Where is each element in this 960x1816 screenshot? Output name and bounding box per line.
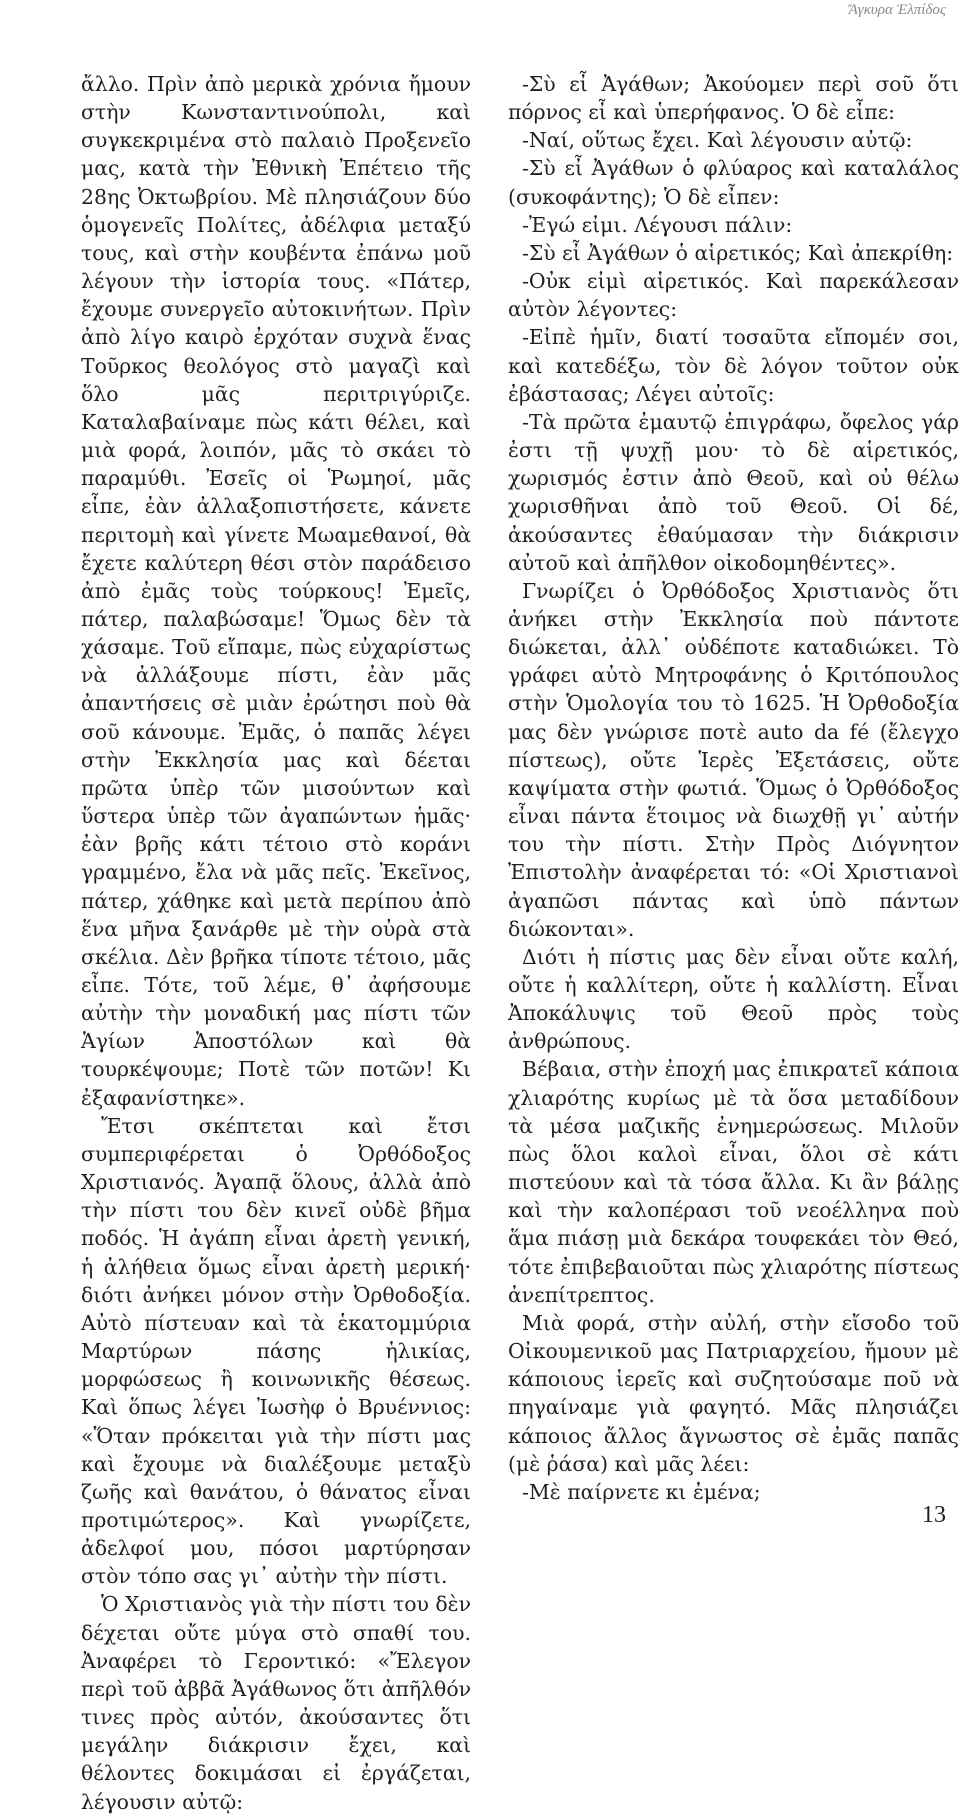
paragraph: Διότι ἡ πίστις μας δὲν εἶναι οὔτε καλή, οὔτε ἡ καλλίτερη, οὔτε ἡ καλλίστη. Εἶναι Ἀποκάλυψις τοῦ Θεοῦ πρὸς τοὺς ἀνθρώπους. [508,944,959,1054]
paragraph: -Ἐγώ εἰμι. Λέγουσι πάλιν: [522,212,793,237]
paragraph: -Σὺ εἶ Ἀγάθων; Ἀκούομεν περὶ σοῦ ὅτι πόρνος εἶ καὶ ὑπερήφανος. Ὁ δὲ εἶπε: [508,72,959,125]
right-column [508,70,959,1506]
paragraph: Ὁ Χριστιανὸς γιὰ τὴν πίστι του δὲν δέχεται οὔτε μύγα στὸ σπαθί του. Ἀναφέρει τὸ Γεροντικό: «Ἔλεγον περὶ τοῦ ἀββᾶ Ἀγάθωνος ὅτι ἀπῆλθόν τινες πρὸς αὐτόν, ἀκούσαντες ὅτι μεγάλην διάκρισιν ἔχει, καὶ θέλοντες δοκιμάσαι εἰ ἐργάζεται, λέγουσιν αὐτῷ: [81,1592,471,1814]
page-number: 13 [922,1502,946,1528]
paragraph: -Σὺ εἶ Ἀγάθων ὁ φλύαρος καὶ καταλάλος (συκοφάντης); Ὁ δὲ εἶπεν: [508,156,959,209]
paragraph: Μιὰ φορά, στὴν αὐλή, στὴν εἴσοδο τοῦ Οἰκουμενικοῦ μας Πατριαρχείου, ἤμουν μὲ κάποιους ἱερεῖς καὶ συζητούσαμε ποῦ νὰ πηγαίναμε γιὰ φαγητό. Μᾶς πλησιάζει κάποιος ἄλλος ἄγνωστος σὲ ἐμᾶς παπᾶς (μὲ ῥάσα) καὶ μᾶς λέει: [508,1310,959,1476]
paragraph: -Μὲ παίρνετε κι ἐμένα; [522,1479,761,1504]
paragraph: ἄλλο. Πρὶν ἀπὸ μερικὰ χρόνια ἤμουν στὴν Κωνσταντινούπολι, καὶ συγκεκριμένα στὸ παλαιὸ Προξενεῖο μας, κατὰ τὴν Ἐθνικὴ Ἐπέτειο τῆς 28ης Ὀκτωβρίου. Μὲ πλησιάζουν δύο ὁμογενεῖς Πολίτες, ἀδέλφια μεταξύ τους, καὶ στὴν κουβέντα ἐπάνω μοῦ λέγουν τὴν ἱστορία τους. «Πάτερ, ἔχουμε συνεργεῖο αὐτοκινήτων. Πρὶν ἀπὸ λίγο καιρὸ ἐρχόταν συχνὰ ἕνας Τοῦρκος θεολόγος στὸ μαγαζὶ καὶ ὅλο μᾶς περιτριγύριζε. Καταλαβαίναμε πὼς κάτι θέλει, καὶ μιὰ φορά, λοιπόν, μᾶς τὸ σκάει τὸ παραμύθι. Ἐσεῖς οἱ Ῥωμηοί, μᾶς εἶπε, ἐὰν ἀλλαξοπιστήσετε, κάνετε περιτομὴ καὶ γίνετε Μωαμεθανοί, θὰ ἔχετε καλύτερη θέσι στὸν παράδεισο ἀπὸ ἐμᾶς τοὺς τούρκους! Ἐμεῖς, πάτερ, παλαβώσαμε! Ὅμως δὲν τὰ χάσαμε. Τοῦ εἴπαμε, πὼς εὐχαρίστως νὰ ἀλλάξουμε πίστι, ἐὰν μᾶς ἀπαντήσεις σὲ μιὰν ἐρώτησι ποὺ θὰ σοῦ κάνουμε. Ἐμᾶς, ὁ παπᾶς λέγει στὴν Ἐκκλησία μας καὶ δέεται πρῶτα ὑπὲρ τῶν μισούντων καὶ ὕστερα ὑπὲρ τῶν ἀγαπώντων ἡμᾶς· ἐὰν βρῆς κάτι τέτοιο στὸ κοράνι γραμμένο, ἔλα νὰ μᾶς πεῖς. Ἐκεῖνος, πάτερ, χάθηκε καὶ μετὰ περίπου ἀπὸ ἕνα μῆνα ξανάρθε μὲ τὴν οὐρὰ στὰ σκέλια. Δὲν βρῆκα τίποτε τέτοιο, μᾶς εἶπε. Τότε, τοῦ λέμε, θ᾽ ἀφήσουμε αὐτὴν τὴν μοναδική μας πίστι τῶν Ἁγίων Ἀποστόλων καὶ θὰ τουρκέψουμε; Ποτὲ τῶν ποτῶν! Κι ἐξαφανίστηκε». [81,72,471,1110]
paragraph: -Τὰ πρῶτα ἐμαυτῷ ἐπιγράφω, ὄφελος γάρ ἐστι τῇ ψυχῇ μου· τὸ δὲ αἱρετικός, χωρισμός ἐστιν ἀπὸ Θεοῦ, καὶ οὐ θέλω χωρισθῆναι ἀπὸ τοῦ Θεοῦ. Οἱ δέ, ἀκούσαντες ἐθαύμασαν τὴν διάκρισιν αὐτοῦ καὶ ἀπῆλθον οἰκοδομηθέντες». [508,409,959,575]
paragraph: -Σὺ εἶ Ἀγάθων ὁ αἱρετικός; Καὶ ἀπεκρίθη: [522,240,954,265]
paragraph: Βέβαια, στὴν ἐποχή μας ἐπικρατεῖ κάποια χλιαρότης κυρίως μὲ τὰ ὅσα μεταδίδουν τὰ μέσα μαζικῆς ἐνημερώσεως. Μιλοῦν πὼς ὅλοι καλοὶ εἶναι, ὅλοι σὲ κάτι πιστεύουν καὶ τὰ τόσα ἄλλα. Κι ἂν βάλῃς καὶ τὴν καλοπέρασι τοῦ νεοέλληνα ποὺ ἅμα πιάσῃ μιὰ δεκάρα τουφεκάει τὸν Θεό, τότε ἐπιβεβαιοῦται πὼς χλιαρότης πίστεως ἀνεπίτρεπτος. [508,1057,959,1307]
paragraph: -Ναί, οὕτως ἔχει. Καὶ λέγουσιν αὐτῷ: [522,128,913,153]
left-column [81,70,471,1816]
paragraph: -Οὐκ εἰμὶ αἱρετικός. Καὶ παρεκάλεσαν αὐτὸν λέγοντες: [508,269,959,322]
paragraph: -Εἰπὲ ἡμῖν, διατί τοσαῦτα εἴπομέν σοι, καὶ κατεδέξω, τὸν δὲ λόγον τοῦτον οὐκ ἐβάστασας; Λέγει αὐτοῖς: [508,325,959,406]
running-head: Ἄγκυρα Ἐλπίδος [848,2,946,18]
paragraph: Ἔτσι σκέπτεται καὶ ἔτσι συμπεριφέρεται ὁ Ὀρθόδοξος Χριστιανός. Ἀγαπᾷ ὅλους, ἀλλὰ ἀπὸ τὴν πίστι του δὲν κινεῖ οὐδὲ βῆμα ποδός. Ἡ ἀγάπη εἶναι ἀρετὴ γενική, ἡ ἀλήθεια ὅμως εἶναι ἀρετὴ μερική· διότι ἀνήκει μόνον στὴν Ὀρθοδοξία. Αὐτὸ πίστευαν καὶ τὰ ἑκατομμύρια Μαρτύρων πάσης ἡλικίας, μορφώσεως ἢ κοινωνικῆς θέσεως. Καὶ ὅπως λέγει Ἰωσὴφ ὁ Βρυέννιος: «Ὅταν πρόκειται γιὰ τὴν πίστι μας καὶ ἔχουμε νὰ διαλέξουμε μεταξὺ ζωῆς καὶ θανάτου, ὁ θάνατος εἶναι προτιμώτερος». Καὶ γνωρίζετε, ἀδελφοί μου, πόσοι μαρτύρησαν στὸν τόπο σας γι᾽ αὐτὴν τὴν πίστι. [81,1113,471,1589]
paragraph: Γνωρίζει ὁ Ὀρθόδοξος Χριστιανὸς ὅτι ἀνήκει στὴν Ἐκκλησία ποὺ πάντοτε διώκεται, ἀλλ᾽ οὐδέποτε καταδιώκει. Τὸ γράφει αὐτὸ Μητροφάνης ὁ Κριτόπουλος στὴν Ὁμολογία του τὸ 1625. Ἡ Ὀρθοδοξία μας δὲν γνώρισε ποτὲ auto da fé (ἔλεγχο πίστεως), οὔτε Ἱερὲς Ἐξετάσεις, οὔτε καψίματα στὴν φωτιά. Ὅμως ὁ Ὀρθόδοξος εἶναι πάντα ἕτοιμος νὰ διωχθῇ γι᾽ αὐτήν του τὴν πίστι. Στὴν Πρὸς Διόγνητον Ἐπιστολὴν ἀναφέρεται τό: «Οἱ Χριστιανοὶ ἀγαπῶσι πάντας καὶ ὑπὸ πάντων διώκονται». [508,578,959,941]
